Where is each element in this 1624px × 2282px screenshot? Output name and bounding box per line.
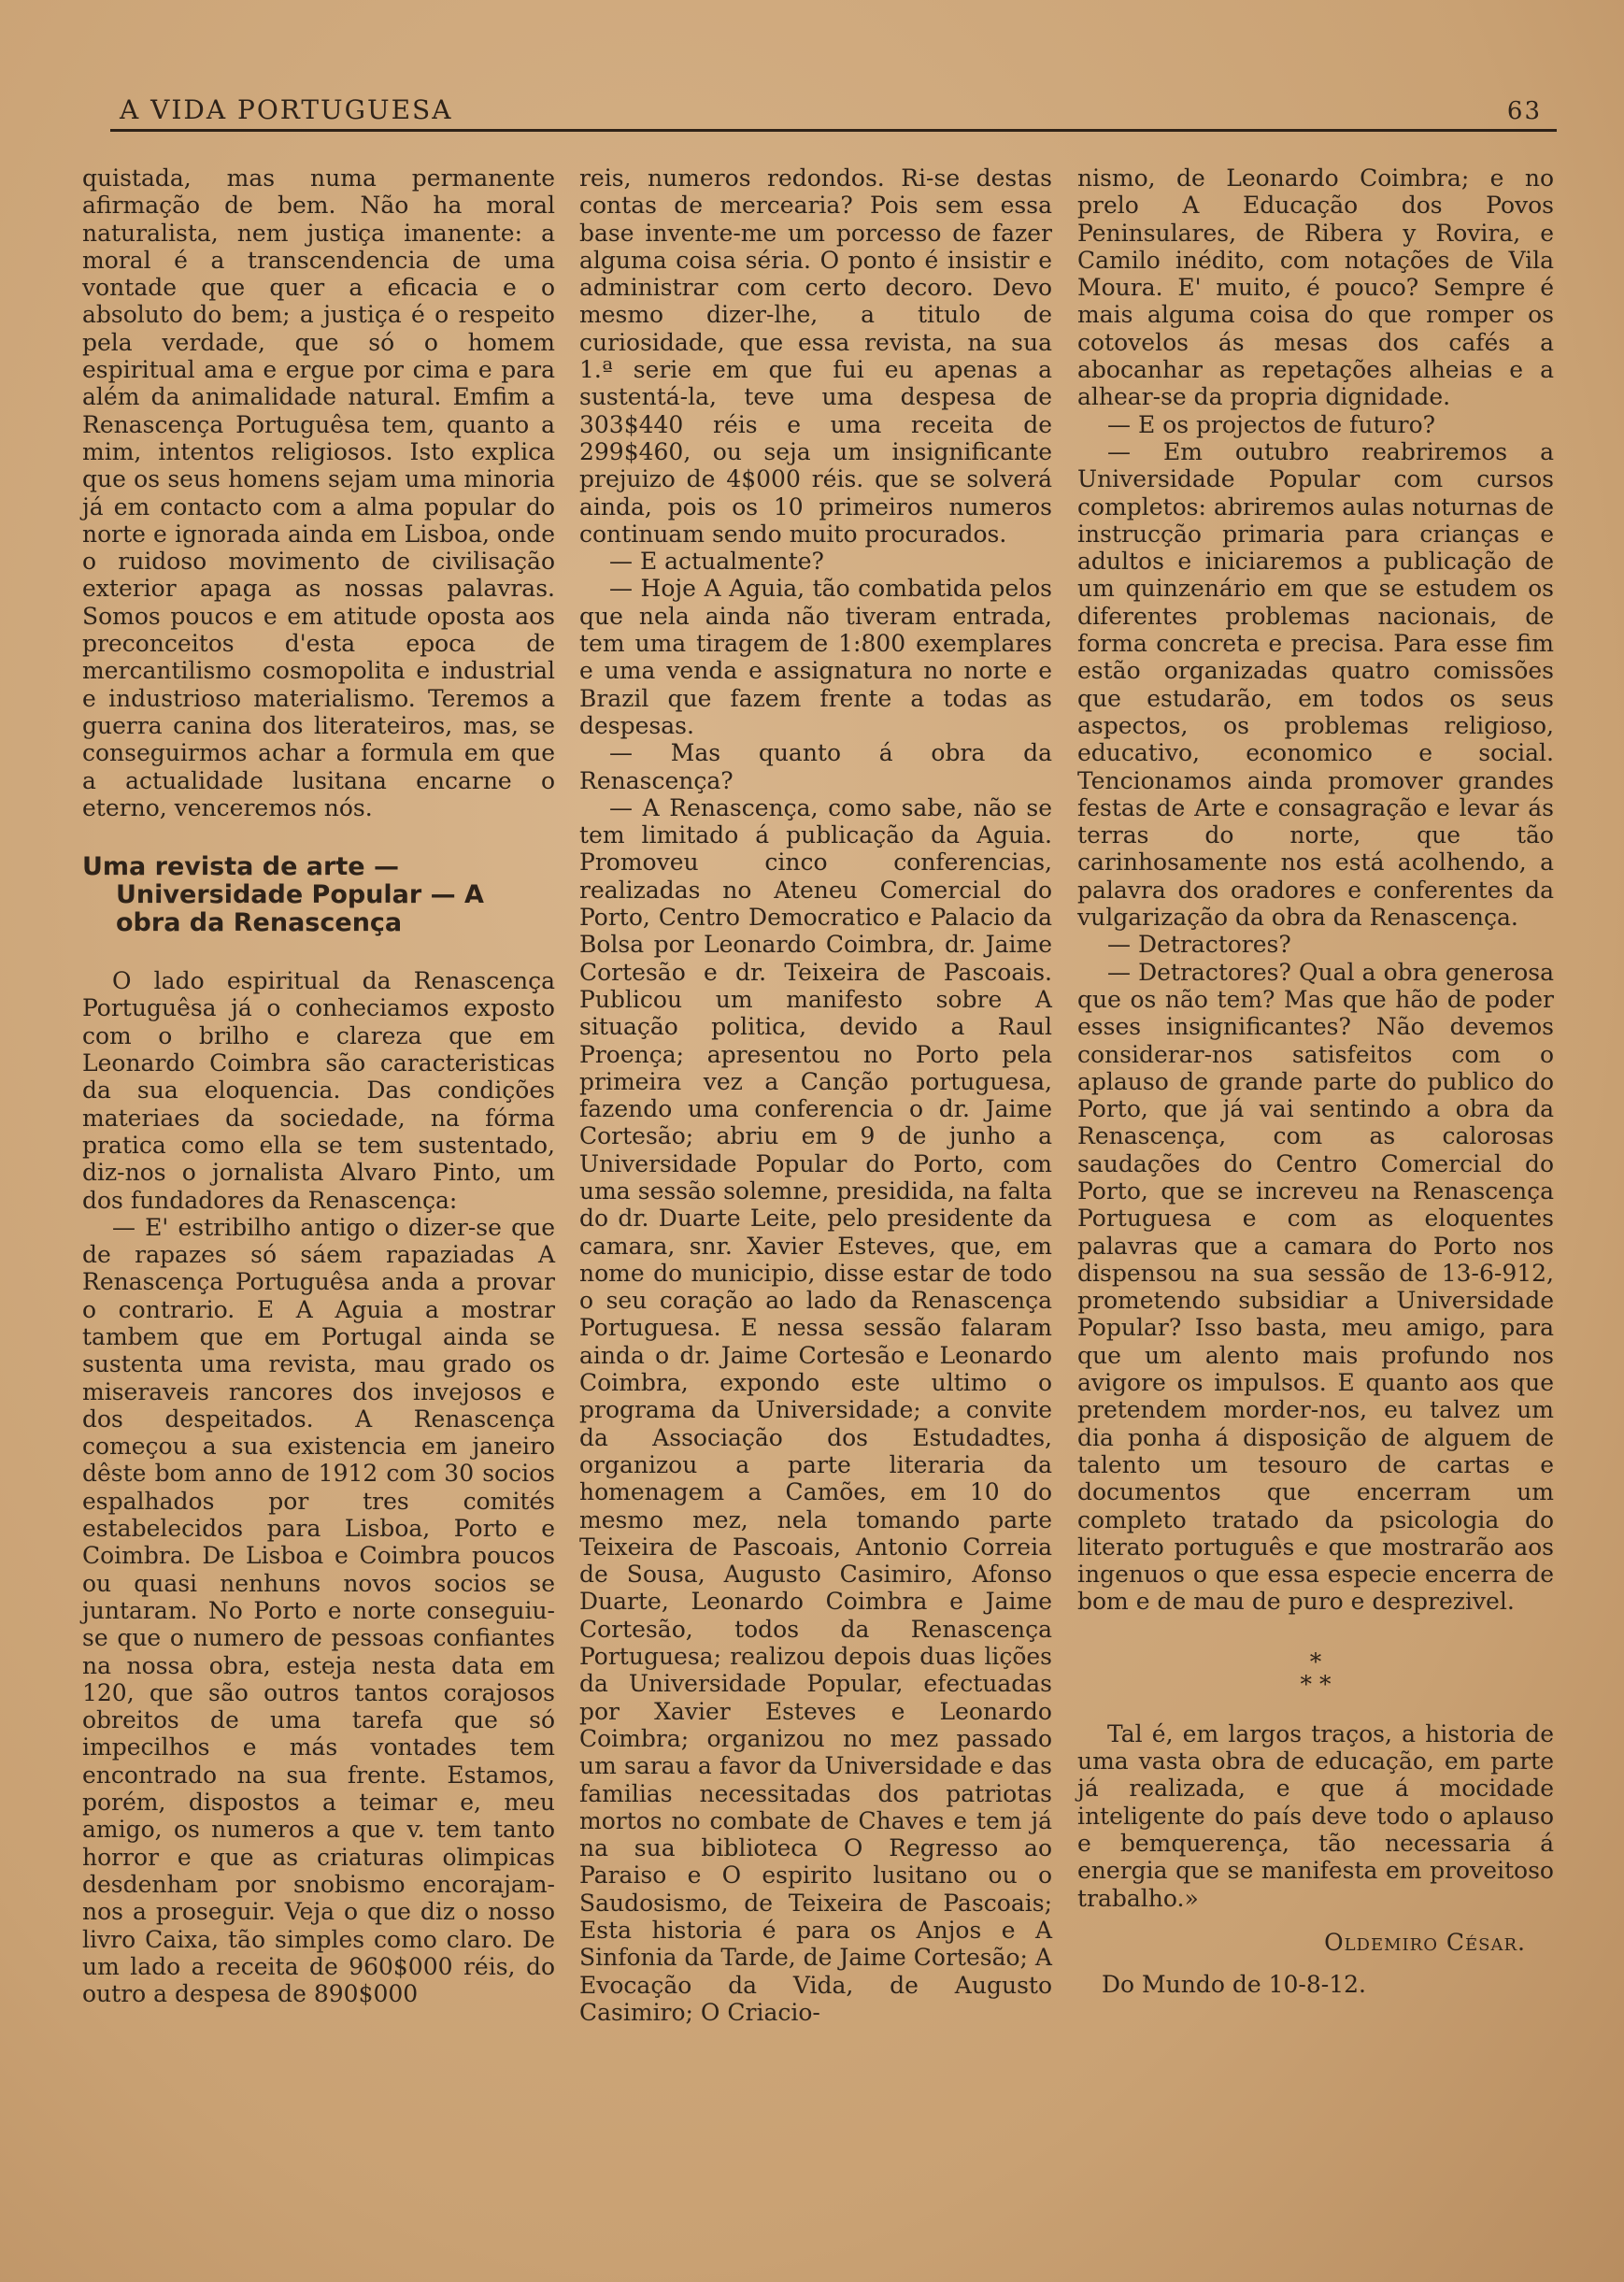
source-note: Do Mundo de 10-8-12. (1102, 1971, 1366, 1999)
paragraph: — Hoje A Aguia, tão combatida pelos que nela ainda não tiveram entrada, tem uma tiragem de 1:800 exemplares e uma venda e assignatura no norte e Brazil que fazem frente a todas as despesas. (579, 575, 1052, 739)
column-3 (1077, 164, 1554, 1998)
column-1 (82, 164, 555, 2007)
page-number: 63 (1506, 97, 1542, 125)
section-heading: Uma revista de arte — Universidade Popular — A obra da Renascença (82, 852, 484, 938)
paragraph: O lado espiritual da Renascença Portuguêsa já o conheciamos exposto com o brilho e clareza que em Leonardo Coimbra são caracteristicas da sua eloquencia. Das condições materiaes da sociedade, na fórma pratica como ella se tem sustentado, diz-nos o jornalista Alvaro Pinto, um dos fundadores da Renascença: (82, 967, 555, 1214)
running-header (110, 92, 1557, 132)
closing-paragraph: Tal é, em largos traços, a historia de uma vasta obra de educação, em parte já realizada, e que á mocidade inteligente do país deve todo o aplauso e bemquerença, tão necessaria á energia que se manifesta em proveitoso trabalho.» (1077, 1719, 1554, 1912)
paragraph: — Mas quanto á obra da Renascença? (579, 739, 1052, 794)
paragraph: quistada, mas numa permanente afirmação de bem. Não ha moral naturalista, nem justiça imanente: a moral é a transcendencia de uma vontade que quer a eficacia e o absoluto do bem; a justiça é o respeito pela verdade, que só o homem espiritual ama e ergue por cima e para além da animalidade natural. Emfim a Renascença Portuguêsa tem, quanto a mim, intentos religiosos. Isto explica que os seus homens sejam uma minoria já em contacto com a alma popular do norte e ignorada ainda em Lisboa, onde o ruidoso movimento de civilisação exterior apaga as nossas palavras. Somos poucos e em atitude oposta aos preconceitos d'esta epoca de mercantilismo cosmopolita e industrial e industrioso materialismo. Teremos a guerra canina dos literateiros, mas, se conseguirmos achar a formula em que a actualidade lusitana encarne o eterno, venceremos nós. (82, 164, 555, 821)
paragraph: reis, numeros redondos. Ri-se destas contas de mercearia? Pois sem essa base invente-me um porcesso de fazer alguma coisa séria. O ponto é insistir e administrar com certo decoro. Devo mesmo dizer-lhe, a titulo de curiosidade, que essa revista, na sua 1.ª serie em que fui eu apenas a sustentá-la, teve uma despesa de 303$440 réis e uma receita de 299$460, ou seja um insignificante prejuizo de 4$000 réis. que se solverá ainda, pois os 10 primeiros numeros continuam sendo muito procurados. (579, 164, 1052, 548)
running-title: A VIDA PORTUGUESA (120, 94, 453, 125)
paragraph: — Detractores? Qual a obra generosa que os não tem? Mas que hão de poder esses insignificantes? Não devemos considerar-nos satisfeitos com o aplauso de grande parte do publico do Porto, que já vai sentindo a obra da Renascença, com as calorosas saudações do Centro Comercial do Porto, que se increveu na Renascença Portuguesa e com as eloquentes palavras que a camara do Porto nos dispensou na sua sessão de 13-6-912, prometendo subsidiar a Universidade Popular? Isso basta, meu amigo, para que um alento mais profundo nos avigore os impulsos. E quanto aos que pretendem morder-nos, eu talvez um dia ponha á disposição de alguem de talento um tesouro de cartas e documentos que encerram um completo tratado da psicologia do literato português e que mostrarão aos ingenuos o que essa especie encerra de bom e de mau de puro e desprezivel. (1077, 958, 1554, 1616)
asterism-divider (1077, 1647, 1554, 1698)
paragraph: — E os projectos de futuro? (1107, 410, 1436, 438)
paragraph: — Em outubro reabriremos a Universidade Popular com cursos completos: abriremos aulas noturnas de instrucção primaria para crianças e adultos e iniciaremos a publicação de um quinzenário em que se estudem os diferentes problemas nacionais, de forma concreta e precisa. Para esse fim estão organizadas quatro comissões que estudarão, em todos os seus aspectos, os problemas religioso, educativo, economico e social. Tencionamos ainda promover grandes festas de Arte e consagração e levar ás terras do norte, que tão carinhosamente nos está acolhendo, a palavra dos oradores e conferentes da vulgarização da obra da Renascença. (1077, 437, 1554, 932)
paragraph: — A Renascença, como sabe, não se tem limitado á publicação da Aguia. Promoveu cinco conferencias, realizadas no Ateneu Comercial do Porto, Centro Democratico e Palacio da Bolsa por Leonardo Coimbra, dr. Jaime Cortesão e dr. Teixeira de Pascoais. Publicou um manifesto sobre A situação politica, devido a Raul Proença; apresentou no Porto pela primeira vez a Canção portuguesa, fazendo uma conferencia o dr. Jaime Cortesão; abriu em 9 de junho a Universidade Popular do Porto, com uma sessão solemne, presidida, na falta do dr. Duarte Leite, pelo presidente da camara, snr. Xavier Esteves, que, em nome do municipio, disse estar de todo o seu coração ao lado da Renascença Portuguesa. E nessa sessão falaram ainda o dr. Jaime Cortesão e Leonardo Coimbra, expondo este ultimo o programa da Universidade; a convite da Associação dos Estudadtes, organizou a parte literaria da homenagem a Camões, em 10 do mesmo mez, nela tomando parte Teixeira de Pascoais, Antonio Correia de Sousa, Augusto Casimiro, Afonso Duarte, Leonardo Coimbra e Jaime Cortesão, todos da Renascença Portuguesa; realizou depois duas lições da Universidade Popular, efectuadas por Xavier Esteves e Leonardo Coimbra; organizou no mez passado um sarau a favor da Universidade e das familias necessitadas dos patriotas mortos no combate de Chaves e tem já na sua biblioteca O Regresso ao Paraiso e O espirito lusitano ou o Saudosismo, de Teixeira de Pascoais; Esta historia é para os Anjos e A Sinfonia da Tarde, de Jaime Cortesão; A Evocação da Vida, de Augusto Casimiro; O Criacio- (579, 793, 1052, 2026)
asterism-bottom: * * (1300, 1670, 1332, 1698)
paragraph: — Detractores? (1107, 931, 1291, 959)
signature: Oldemiro César. (1324, 1928, 1526, 1956)
paragraph: — E actualmente? (609, 548, 824, 576)
paragraph: nismo, de Leonardo Coimbra; e no prelo A Educação dos Povos Peninsulares, de Ribera y Rovira, e Camilo inédito, com notações de Vila Moura. E' muito, é pouco? Sempre é mais alguma coisa do que romper os cotovelos ás mesas dos cafés a abocanhar as repetações alheias e a alhear-se da propria dignidade. (1077, 164, 1554, 411)
column-2 (579, 164, 1052, 2026)
paragraph: — E' estribilho antigo o dizer-se que de rapazes só sáem rapaziadas A Renascença Portuguêsa anda a provar o contrario. E A Aguia a mostrar tambem que em Portugal ainda se sustenta uma revista, mau grado os miseraveis rancores dos invejosos e dos despeitados. A Renascença começou a sua existencia em janeiro dêste bom anno de 1912 com 30 socios espalhados por tres comités estabelecidos para Lisboa, Porto e Coimbra. De Lisboa e Coimbra poucos ou quasi nenhuns novos socios se juntaram. No Porto e norte conseguiu-se que o numero de pessoas confiantes na nossa obra, esteja nesta data em 120, que são outros tantos corajosos obreitos de uma tarefa que só impecilhos e más vontades tem encontrado na sua frente. Estamos, porém, dispostos a teimar e, meu amigo, os numeros a que v. tem tanto horror e que as criaturas olimpicas desdenham por snobismo encorajam-nos a proseguir. Veja o que diz o nosso livro Caixa, tão simples como claro. De um lado a receita de 960$000 réis, do outro a despesa de 890$000 (82, 1213, 555, 2008)
asterism-top: * (1309, 1647, 1322, 1676)
